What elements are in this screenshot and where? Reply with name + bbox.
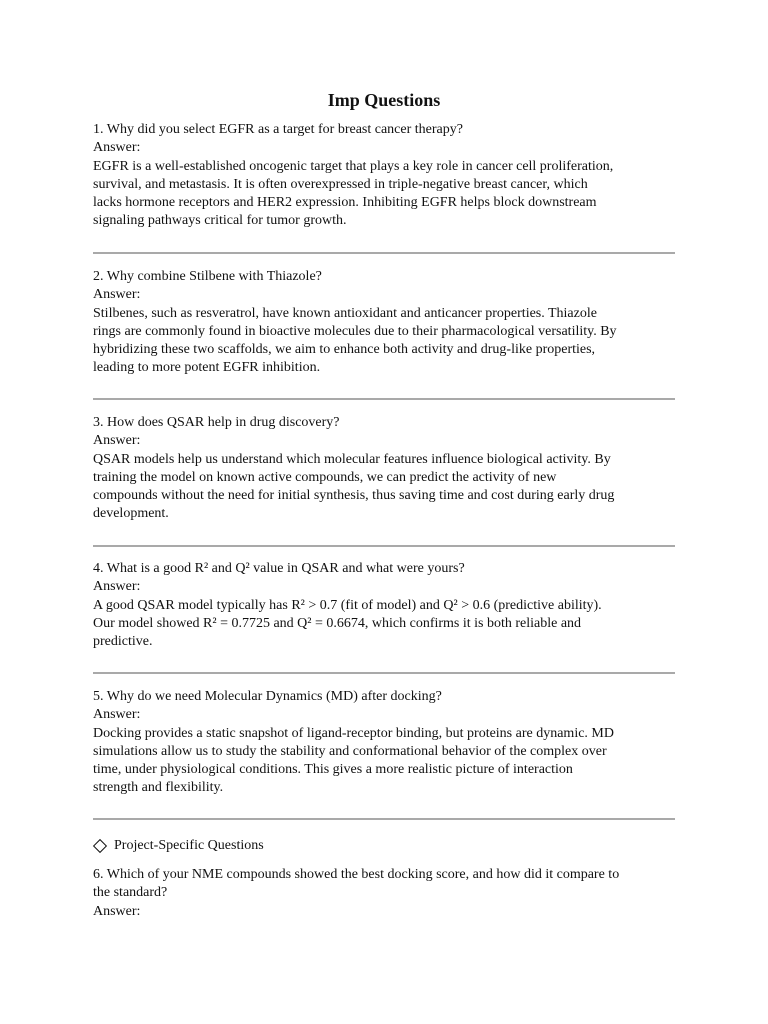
answer-label: Answer: bbox=[93, 707, 141, 723]
answer-line: A good QSAR model typically has R² > 0.7 (fit of model) and Q² > 0.6 (predictive ability). bbox=[93, 597, 602, 613]
qa-block-2 bbox=[93, 268, 675, 378]
qa-block-5 bbox=[93, 688, 675, 798]
diamond-icon bbox=[93, 839, 107, 853]
question-text: the standard? bbox=[93, 885, 168, 901]
answer-line: EGFR is a well-established oncogenic target that plays a key role in cancer cell proliferation, bbox=[93, 158, 614, 174]
question-text: 5. Why do we need Molecular Dynamics (MD) after docking? bbox=[93, 689, 442, 704]
answer-line: signaling pathways critical for tumor growth. bbox=[93, 213, 347, 229]
qa-block-4 bbox=[93, 560, 675, 651]
divider bbox=[93, 398, 675, 400]
answer-line: training the model on known active compounds, we can predict the activity of new bbox=[93, 469, 557, 485]
answer-label: Answer: bbox=[93, 579, 141, 595]
answer-line: predictive. bbox=[93, 634, 153, 650]
answer-line: hybridizing these two scaffolds, we aim to enhance both activity and drug-like properties, bbox=[93, 342, 596, 358]
question-text: 1. Why did you select EGFR as a target for breast cancer therapy? bbox=[93, 122, 463, 137]
question-text: 6. Which of your NME compounds showed the best docking score, and how did it compare to bbox=[93, 867, 620, 882]
question-text: 2. Why combine Stilbene with Thiazole? bbox=[93, 269, 322, 284]
answer-line: time, under physiological conditions. This gives a more realistic picture of interaction bbox=[93, 762, 573, 778]
answer-line: leading to more potent EGFR inhibition. bbox=[93, 360, 321, 376]
section-heading-text: Project-Specific Questions bbox=[114, 838, 264, 853]
answer-label: Answer: bbox=[93, 433, 141, 449]
answer-line: rings are commonly found in bioactive molecules due to their pharmacological versatility. By bbox=[93, 323, 617, 339]
divider bbox=[93, 545, 675, 547]
divider bbox=[93, 818, 675, 820]
answer-line: Our model showed R² = 0.7725 and Q² = 0.6674, which confirms it is both reliable and bbox=[93, 615, 582, 631]
divider bbox=[93, 672, 675, 674]
answer-line: Stilbenes, such as resveratrol, have known antioxidant and anticancer properties. Thiazole bbox=[93, 305, 597, 321]
section-heading bbox=[93, 837, 675, 855]
answer-line: survival, and metastasis. It is often overexpressed in triple-negative breast cancer, which bbox=[93, 176, 588, 192]
answer-line: lacks hormone receptors and HER2 expression. Inhibiting EGFR helps block downstream bbox=[93, 195, 597, 211]
question-text: 3. How does QSAR help in drug discovery? bbox=[93, 415, 340, 430]
answer-label: Answer: bbox=[93, 140, 141, 156]
divider bbox=[93, 252, 675, 254]
answer-line: development. bbox=[93, 506, 169, 522]
answer-line: compounds without the need for initial synthesis, thus saving time and cost during early drug bbox=[93, 488, 615, 504]
answer-line: QSAR models help us understand which molecular features influence biological activity. By bbox=[93, 451, 611, 467]
answer-line: Docking provides a static snapshot of ligand-receptor binding, but proteins are dynamic. MD bbox=[93, 725, 614, 741]
question-text: 4. What is a good R² and Q² value in QSAR and what were yours? bbox=[93, 561, 465, 576]
answer-label: Answer: bbox=[93, 287, 141, 303]
page-title: Imp Questions bbox=[327, 90, 441, 110]
qa-block-6 bbox=[93, 866, 675, 921]
answer-line: strength and flexibility. bbox=[93, 780, 224, 796]
answer-label: Answer: bbox=[93, 903, 141, 919]
answer-line: simulations allow us to study the stability and conformational behavior of the complex over bbox=[93, 743, 607, 759]
qa-block-1 bbox=[93, 121, 675, 231]
qa-block-3 bbox=[93, 414, 675, 524]
